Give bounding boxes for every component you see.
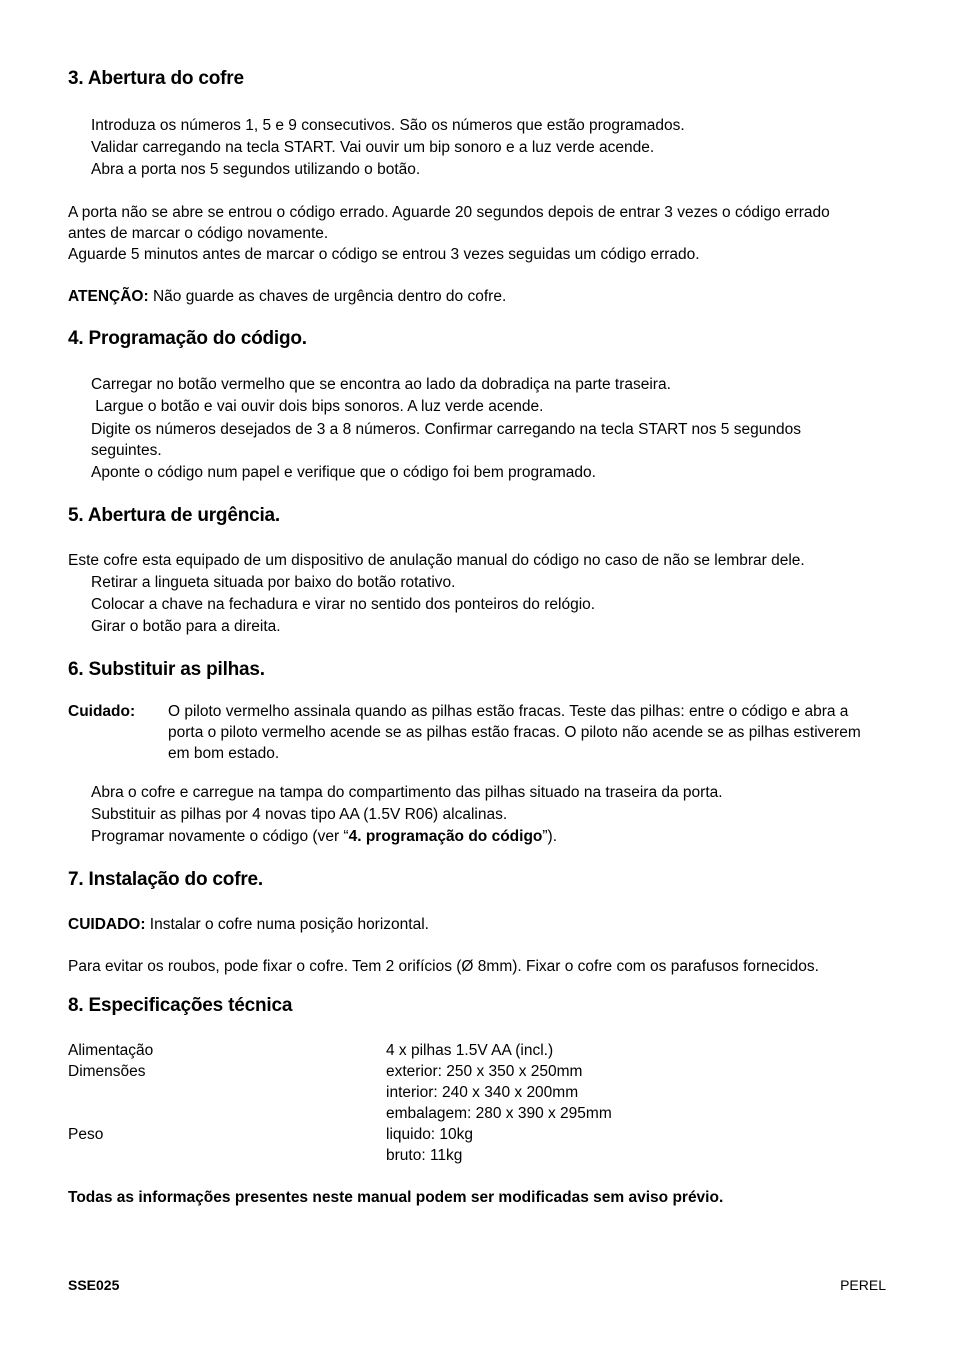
s4-step-3: Digite os números desejados de 3 a 8 números. Confirmar carregando na tecla START nos 5 segundos seguintes. — [91, 421, 801, 459]
s3-step-1: Introduza os números 1, 5 e 9 consecutivos. São os números que estão programados. — [91, 117, 685, 134]
section-7-heading: 7. Instalação do cofre. — [68, 869, 263, 890]
s4-step-2: Largue o botão e vai ouvir dois bips sonoros. A luz verde acende. — [91, 398, 544, 415]
s6-caution-text: O piloto vermelho assinala quando as pilhas estão fracas. Teste das pilhas: entre o código e abra a porta o piloto vermelho acende se as pilhas estão fracas. O piloto não acende se as pilhas estiverem em bom estado. — [168, 703, 861, 762]
s5-paragraph: Este cofre esta equipado de um dispositivo de anulação manual do código no caso de não se lembrar dele. — [68, 552, 805, 569]
s5-step-3: Girar o botão para a direita. — [91, 618, 281, 635]
spec-dimensions-interior: interior: 240 x 340 x 200mm — [386, 1084, 579, 1101]
s6-step-1: Abra o cofre e carregue na tampa do compartimento das pilhas situado na traseira da porta. — [91, 784, 723, 801]
section-4-heading: 4. Programação do código. — [68, 328, 307, 349]
spec-dimensions-label: Dimensões — [68, 1063, 146, 1080]
s6-step-3-pre: Programar novamente o código (ver “ — [91, 828, 349, 845]
s3-paragraph-2: Aguarde 5 minutos antes de marcar o código se entrou 3 vezes seguidas um código errado. — [68, 246, 700, 263]
s5-step-2: Colocar a chave na fechadura e virar no sentido dos ponteiros do relógio. — [91, 596, 596, 613]
s7-caution — [68, 914, 429, 935]
footer-model-code: SSE025 — [68, 1277, 120, 1293]
s3-paragraph-1: A porta não se abre se entrou o código errado. Aguarde 20 segundos depois de entrar 3 vezes o código errado antes de marcar o código novamente. — [68, 204, 830, 242]
spec-dimensions-exterior: exterior: 250 x 350 x 250mm — [386, 1063, 583, 1080]
section-6-heading: 6. Substituir as pilhas. — [68, 659, 265, 680]
section-3-heading: 3. Abertura do cofre — [68, 68, 244, 89]
spec-weight-label: Peso — [68, 1126, 104, 1143]
footer-brand: PEREL — [840, 1277, 886, 1293]
warning-text: Não guarde as chaves de urgência dentro do cofre. — [148, 288, 507, 305]
s6-step-3 — [91, 826, 557, 847]
s3-step-2: Validar carregando na tecla START. Vai ouvir um bip sonoro e a luz verde acende. — [91, 139, 655, 156]
section-8-heading: 8. Especificações técnica — [68, 995, 293, 1016]
spec-dimensions-packaging: embalagem: 280 x 390 x 295mm — [386, 1105, 612, 1122]
s3-warning — [68, 286, 506, 307]
spec-power-value: 4 x pilhas 1.5V AA (incl.) — [386, 1042, 554, 1059]
s7-caution-text: Instalar o cofre numa posição horizontal. — [145, 916, 429, 933]
spec-weight-gross: bruto: 11kg — [386, 1147, 463, 1164]
s7-caution-label: CUIDADO: — [68, 916, 146, 933]
s4-step-4: Aponte o código num papel e verifique que o código foi bem programado. — [91, 464, 596, 481]
s6-caution-label: Cuidado: — [68, 703, 136, 720]
spec-table — [68, 1040, 888, 1170]
s7-paragraph: Para evitar os roubos, pode fixar o cofre. Tem 2 orifícios (Ø 8mm). Fixar o cofre com os parafusos fornecidos. — [68, 958, 819, 975]
spec-weight-net: liquido: 10kg — [386, 1126, 474, 1143]
warning-label: ATENÇÃO: — [68, 288, 149, 305]
s3-step-3: Abra a porta nos 5 segundos utilizando o botão. — [91, 161, 421, 178]
s4-step-1: Carregar no botão vermelho que se encontra ao lado da dobradiça na parte traseira. — [91, 376, 671, 393]
s6-step-3-ref: 4. programação do código — [348, 828, 543, 845]
spec-power-label: Alimentação — [68, 1042, 154, 1059]
s5-step-1: Retirar a lingueta situada por baixo do botão rotativo. — [91, 574, 456, 591]
s6-step-2: Substituir as pilhas por 4 novas tipo AA (1.5V R06) alcalinas. — [91, 806, 508, 823]
s6-step-3-post: ”). — [542, 828, 558, 845]
section-5-heading: 5. Abertura de urgência. — [68, 505, 281, 526]
change-notice: Todas as informações presentes neste manual podem ser modificadas sem aviso prévio. — [68, 1189, 724, 1206]
